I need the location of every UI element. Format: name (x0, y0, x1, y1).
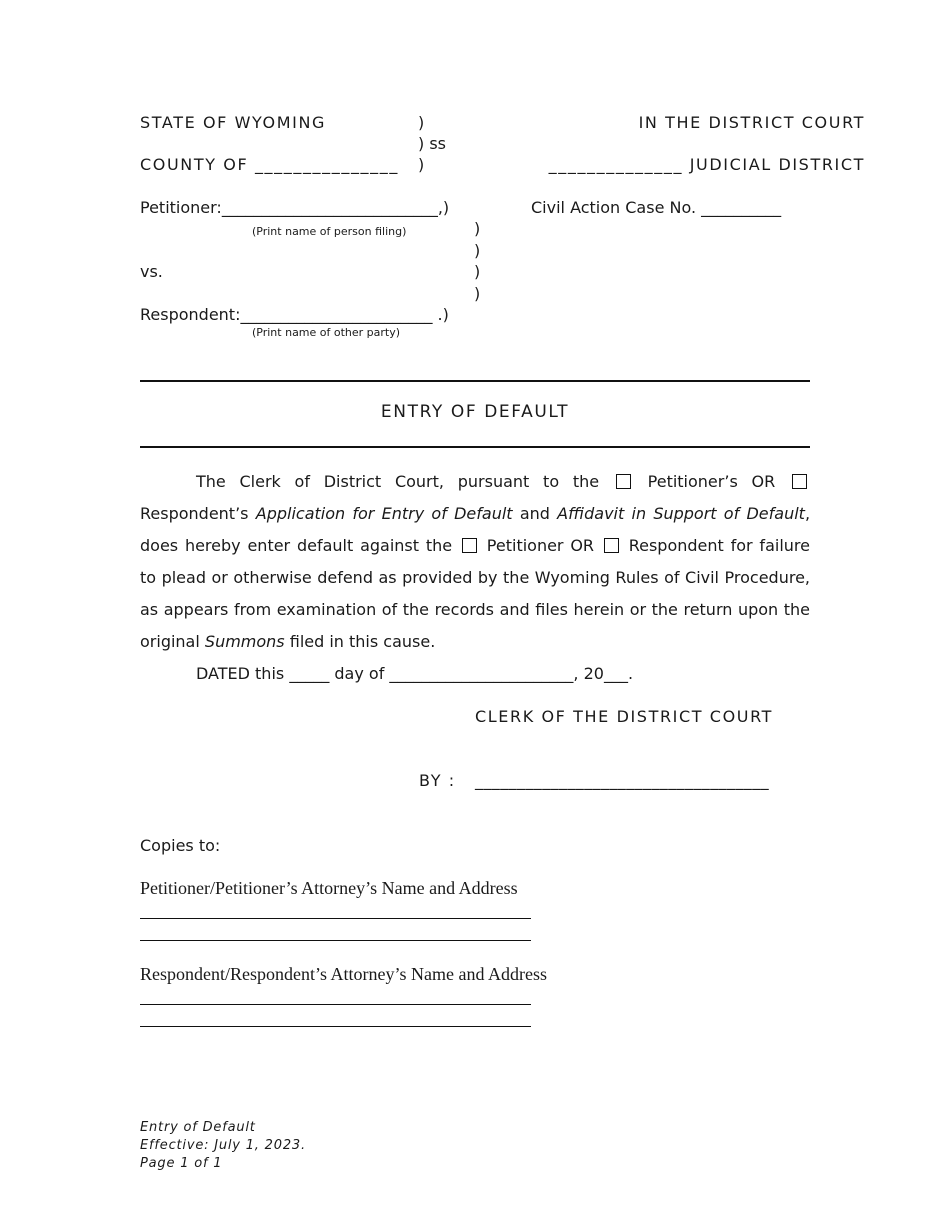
case-number-field: Civil Action Case No. __________ (531, 198, 782, 217)
body-text: The Clerk of District Court, pursuant to the (196, 472, 600, 491)
county-label: COUNTY OF _______________ (140, 155, 399, 174)
document-title: ENTRY OF DEFAULT (380, 402, 570, 422)
petitioner-hint: (Print name of person filing) (252, 225, 407, 238)
respondent-hint: (Print name of other party) (252, 326, 401, 339)
title-top-rule (140, 380, 810, 382)
footer-form-name: Entry of Default (140, 1120, 256, 1135)
caption-paren: ) (474, 241, 481, 260)
affidavit-title: Affidavit in Support of Default (557, 504, 805, 523)
respondents-label: Respondent’s (140, 504, 249, 523)
court-label: IN THE DISTRICT COURT (638, 113, 865, 132)
petitioner-address-line (140, 918, 531, 919)
petitioner-or-label: Petitioner OR (486, 536, 595, 555)
summons-title: Summons (204, 632, 285, 651)
respondent-checkbox[interactable] (792, 474, 807, 489)
petitioner-address-line (140, 940, 531, 941)
body-text: filed in this cause. (289, 632, 436, 651)
footer-effective-date: Effective: July 1, 2023. (140, 1138, 306, 1153)
footer-page-number: Page 1 of 1 (140, 1156, 223, 1171)
state-label: STATE OF WYOMING (140, 113, 327, 132)
petitioner-checkbox[interactable] (616, 474, 631, 489)
body-paragraph (140, 466, 810, 658)
copies-label: Copies to: (140, 836, 221, 855)
default-petitioner-checkbox[interactable] (462, 538, 477, 553)
body-text: , does hereby enter default against the (140, 504, 811, 555)
caption-paren: ) (474, 284, 481, 303)
signature-line: ___________________________________ (475, 771, 769, 790)
caption-paren: ) (474, 262, 481, 281)
petitioner-attorney-label: Petitioner/Petitioner’s Attorney’s Name and Address (140, 878, 518, 898)
body-text: and (519, 504, 550, 523)
caption-paren: ) (418, 113, 425, 132)
ss-label: ) ss (418, 134, 446, 153)
caption-paren: ) (474, 219, 481, 238)
application-title: Application for Entry of Default (255, 504, 513, 523)
respondent-address-line (140, 1004, 531, 1005)
respondent-field: Respondent:________________________ .) (140, 305, 449, 324)
respondent-address-line (140, 1026, 531, 1027)
judicial-district-label: ______________ JUDICIAL DISTRICT (548, 155, 865, 174)
dated-line: DATED this _____ day of _______________________, 20___. (196, 664, 634, 683)
title-bottom-rule (140, 446, 810, 448)
petitioner-field: Petitioner:___________________________,) (140, 198, 450, 217)
caption-paren: ) (418, 155, 425, 174)
petitioners-or-label: Petitioner’s OR (647, 472, 776, 491)
clerk-label: CLERK OF THE DISTRICT COURT (475, 707, 774, 726)
default-respondent-checkbox[interactable] (604, 538, 619, 553)
vs-label: vs. (140, 262, 163, 281)
by-label: BY : (419, 771, 456, 790)
respondent-attorney-label: Respondent/Respondent’s Attorney’s Name and Address (140, 964, 547, 984)
body-text: Respondent for failure to plead or otherwise defend as provided by the Wyoming Rules of Civil Procedure, as appears from examination of the records and files herein or the return upon the original (140, 536, 810, 651)
